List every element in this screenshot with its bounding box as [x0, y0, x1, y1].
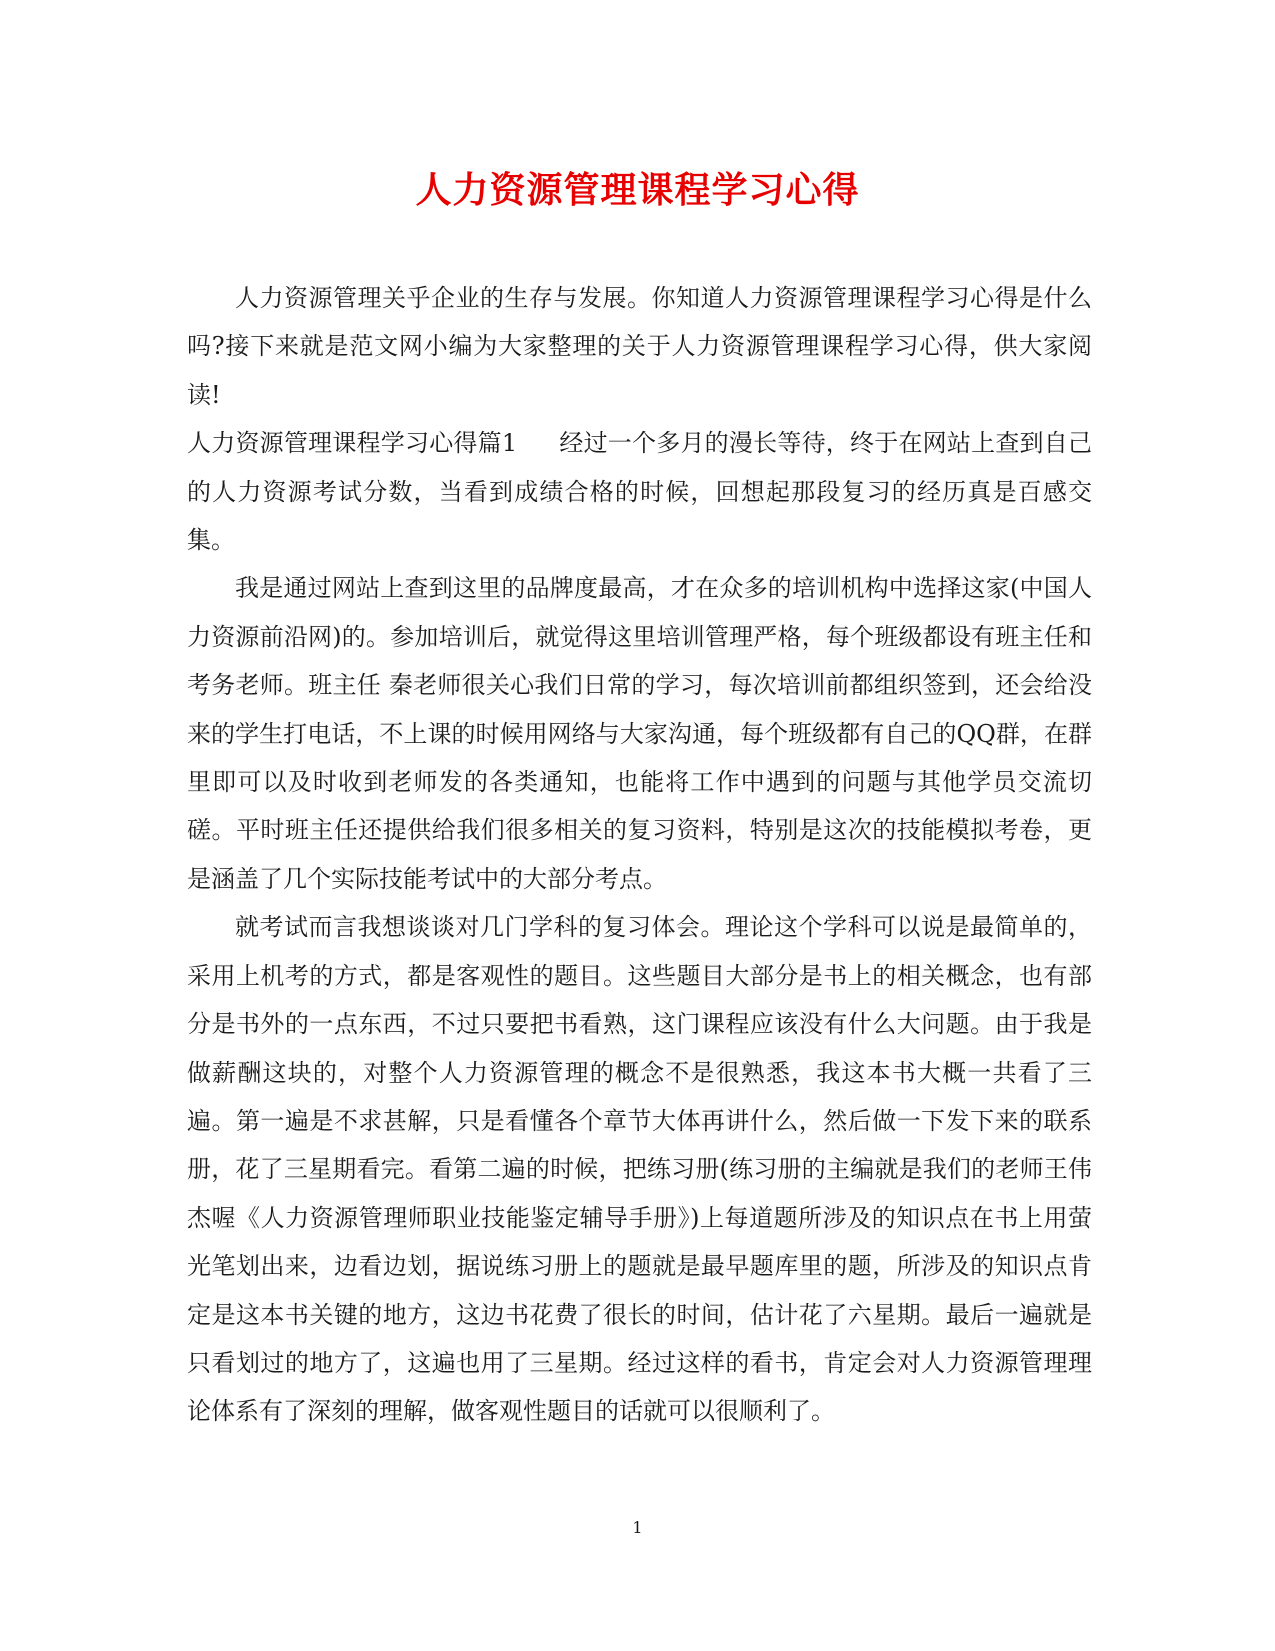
body-paragraph-2: 我是通过网站上查到这里的品牌度最高，才在众多的培训机构中选择这家(中国人力资源前沿网)的。参加培训后，就觉得这里培训管理严格，每个班级都设有班主任和考务老师。班主任 秦老师很关心我们日常的学习，每次培训前都组织签到，还会给没来的学生打电话，不上课的时候用网络与大家沟通，每个班级都有自己的QQ群，在群里即可以及时收到老师发的各类通知，也能将工作中遇到的问题与其他学员交流切磋。平时班主任还提供给我们很多相关的复习资料，特别是这次的技能模拟考卷，更是涵盖了几个实际技能考试中的大部分考点。 — [187, 574, 1092, 893]
page-number: 1 — [632, 1518, 643, 1537]
intro-paragraph: 人力资源管理关乎企业的生存与发展。你知道人力资源管理课程学习心得是什么吗?接下来就是范文网小编为大家整理的关于人力资源管理课程学习心得，供大家阅读! — [187, 284, 1092, 409]
section-heading: 人力资源管理课程学习心得篇1 — [187, 429, 518, 458]
document-body — [187, 274, 1092, 1436]
section-paragraph — [187, 419, 1092, 564]
body-paragraph-3: 就考试而言我想谈谈对几门学科的复习体会。理论这个学科可以说是最简单的，采用上机考的方式，都是客观性的题目。这些题目大部分是书上的相关概念，也有部分是书外的一点东西，不过只要把书看熟，这门课程应该没有什么大问题。由于我是做薪酬这块的，对整个人力资源管理的概念不是很熟悉，我这本书大概一共看了三遍。第一遍是不求甚解，只是看懂各个章节大体再讲什么，然后做一下发下来的联系册，花了三星期看完。看第二遍的时候，把练习册(练习册的主编就是我们的老师王伟杰喔《人力资源管理师职业技能鉴定辅导手册》)上每道题所涉及的知识点在书上用萤光笔划出来，边看边划，据说练习册上的题就是最早题库里的题，所涉及的知识点肯定是这本书关键的地方，这边书花费了很长的时间，估计花了六星期。最后一遍就是只看划过的地方了，这遍也用了三星期。经过这样的看书，肯定会对人力资源管理理论体系有了深刻的理解，做客观性题目的话就可以很顺利了。 — [187, 913, 1092, 1426]
document-title: 人力资源管理课程学习心得 — [415, 169, 860, 211]
section-first-text: 经过一个多月的漫长等待，终于在网站上查到自己的人力资源考试分数，当看到成绩合格的时候，回想起那段复习的经历真是百感交集。 — [187, 429, 1092, 555]
